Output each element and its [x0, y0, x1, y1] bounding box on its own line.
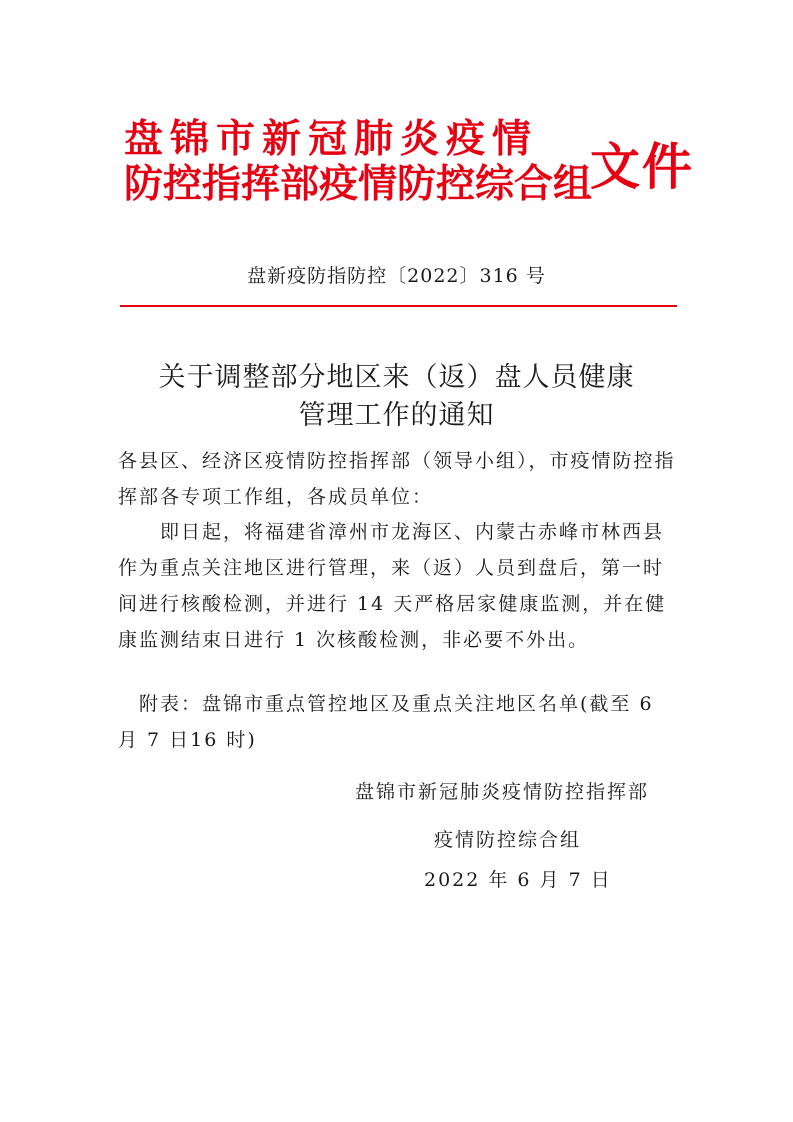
document-title-line-2: 管理工作的通知	[298, 400, 495, 431]
document-type-label: 文件	[590, 138, 694, 196]
signature-org-line-2: 疫情防控综合组	[434, 829, 582, 851]
signature-date: 2022 年 6 月 7 日	[424, 869, 612, 891]
issuing-org-line-2: 防控指挥部疫情防控综合组	[124, 162, 593, 207]
red-divider-line	[120, 305, 677, 307]
document-title-line-1: 关于调整部分地区来（返）盘人员健康	[158, 362, 635, 393]
signature-org-line-1: 盘锦市新冠肺炎疫情防控指挥部	[355, 781, 650, 803]
recipients-paragraph: 各县区、经济区疫情防控指挥部（领导小组），市疫情防控指挥部各专项工作组，各成员单位：	[118, 450, 676, 508]
main-paragraph: 即日起，将福建省漳州市龙海区、内蒙古赤峰市林西县作为重点关注地区进行管理，来（返）人员到盘后，第一时间进行核酸检测，并进行 14 天严格居家健康监测，并在健康监测结束日进行 1 次核酸检测，非必要不外出。	[118, 521, 667, 651]
issuing-org-line-1: 盘锦市新冠肺炎疫情	[124, 117, 539, 162]
attachment-note: 附表：盘锦市重点管控地区及重点关注地区名单(截至 6 月 7 日16 时)	[118, 693, 654, 751]
document-number: 盘新疫防指防控〔2022〕316 号	[247, 265, 546, 287]
